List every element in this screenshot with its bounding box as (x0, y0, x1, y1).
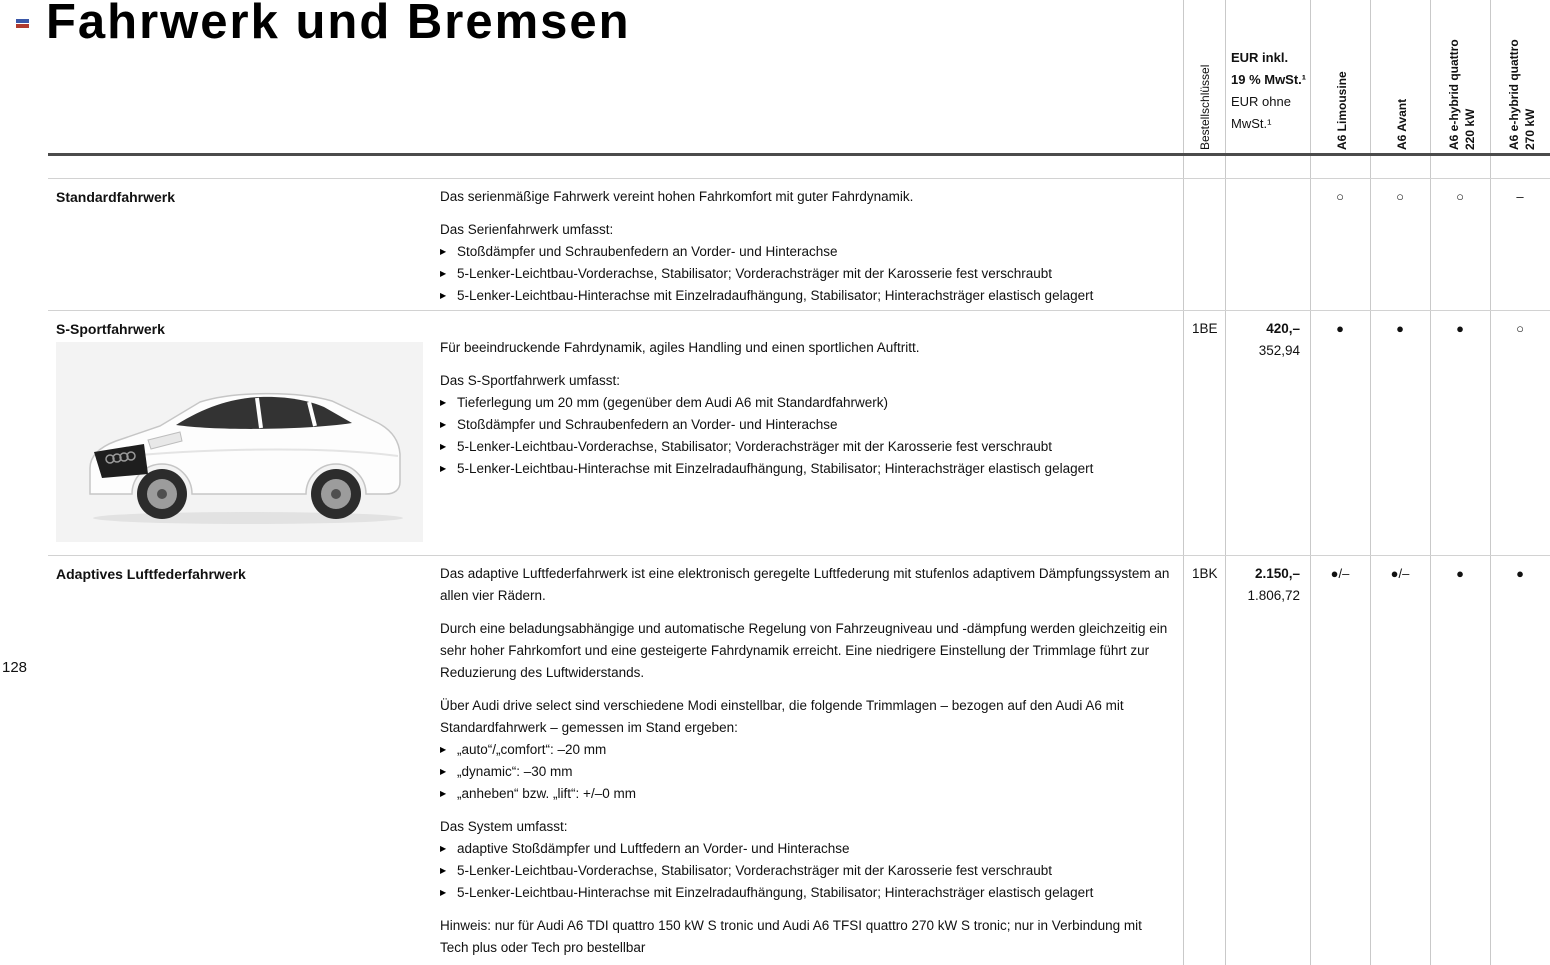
bullet-triangle-icon: ▶ (440, 464, 447, 473)
bullet-item (440, 838, 1173, 860)
bullet-item (440, 392, 1173, 414)
bullet-item (440, 436, 1173, 458)
price-header-line: 19 % MwSt.¹ (1231, 72, 1307, 87)
availability-a6-limousine: ○ (1336, 189, 1344, 204)
bullet-list (440, 392, 1173, 480)
table-row-s-sportfahrwerk (48, 311, 1550, 542)
bullet-text: Tieferlegung um 20 mm (gegenüber dem Audi A6 mit Standardfahrwerk) (457, 395, 888, 410)
availability-a6-limousine: ●/– (1330, 566, 1350, 581)
bullet-text: adaptive Stoßdämpfer und Luftfedern an Vorder- und Hinterachse (457, 841, 850, 856)
column-header-order-code: Bestellschlüssel (1198, 64, 1212, 150)
option-name: Standardfahrwerk (56, 189, 176, 205)
bullet-text: 5-Lenker-Leichtbau-Vorderachse, Stabilisator; Vorderachsträger mit der Karosserie fest verschraubt (457, 439, 1053, 454)
description-paragraph: Durch eine beladungsabhängige und automatische Regelung von Fahrzeugniveau und -dämpfung werden gleichzeitig ein sehr hoher Fahrkomfort und eine gesteigerte Fahrdynamik erreicht. Eine niedrigere Einstellung der Trimmlage führt zur Reduzierung des Luftwiderstands. (440, 621, 1168, 680)
bullet-triangle-icon: ▶ (440, 844, 447, 853)
list-intro: Das Serienfahrwerk umfasst: (440, 222, 614, 237)
bullet-triangle-icon: ▶ (440, 789, 447, 798)
order-code: 1BK (1192, 566, 1218, 581)
bullet-triangle-icon: ▶ (440, 398, 447, 407)
table-row-standardfahrwerk (48, 179, 1550, 318)
description-paragraph: Das serienmäßige Fahrwerk vereint hohen Fahrkomfort mit guter Fahrdynamik. (440, 189, 914, 204)
header-divider (48, 153, 1550, 156)
column-header-a6-ehybrid-270kw: A6 e-hybrid quattro 270 kW (1507, 39, 1537, 150)
price-gross: 420,– (1266, 321, 1300, 336)
price-cell (1225, 179, 1310, 186)
bullet-item (440, 882, 1173, 904)
bullet-triangle-icon: ▶ (440, 269, 447, 278)
car-image (56, 342, 423, 542)
availability-a6-avant: ○ (1396, 189, 1404, 204)
availability-a6-ehybrid-220kw: ○ (1456, 189, 1464, 204)
bullet-item (440, 458, 1173, 480)
option-name-and-image (48, 311, 440, 542)
list-intro: Über Audi drive select sind verschiedene Modi einstellbar, die folgende Trimmlagen – bezogen auf den Audi A6 mit Standardfahrwerk – gemessen im Stand ergeben: (440, 698, 1124, 735)
price-header-line: EUR ohne (1231, 94, 1291, 109)
bullet-item (440, 860, 1173, 882)
bullet-text: „auto“/„comfort“: –20 mm (457, 742, 607, 757)
bullet-text: 5-Lenker-Leichtbau-Hinterachse mit Einzelradaufhängung, Stabilisator; Hinterachsträger elastisch gelagert (457, 461, 1094, 476)
note-paragraph: Hinweis: nur für Audi A6 TDI quattro 150 kW S tronic und Audi A6 TFSI quattro 270 kW S tronic; nur in Verbindung mit Tech plus oder Tech pro bestellbar (440, 918, 1142, 955)
mini-flag-top-bar (16, 19, 29, 23)
bullet-triangle-icon: ▶ (440, 291, 447, 300)
availability-a6-avant: ● (1396, 321, 1404, 336)
bullet-triangle-icon: ▶ (440, 442, 447, 451)
bullet-text: 5-Lenker-Leichtbau-Hinterachse mit Einzelradaufhängung, Stabilisator; Hinterachsträger elastisch gelagert (457, 288, 1094, 303)
availability-a6-limousine: ● (1336, 321, 1344, 336)
bullet-triangle-icon: ▶ (440, 745, 447, 754)
bullet-item (440, 263, 1173, 285)
bullet-text: 5-Lenker-Leichtbau-Hinterachse mit Einzelradaufhängung, Stabilisator; Hinterachsträger elastisch gelagert (457, 885, 1094, 900)
price-header-line: MwSt.¹ (1231, 116, 1272, 131)
column-header-a6-ehybrid-220kw: A6 e-hybrid quattro 220 kW (1447, 39, 1477, 150)
availability-a6-ehybrid-220kw: ● (1456, 566, 1464, 581)
bullet-text: 5-Lenker-Leichtbau-Vorderachse, Stabilisator; Vorderachsträger mit der Karosserie fest verschraubt (457, 863, 1053, 878)
bullet-text: Stoßdämpfer und Schraubenfedern an Vorder- und Hinterachse (457, 244, 838, 259)
bullet-triangle-icon: ▶ (440, 420, 447, 429)
price-gross: 2.150,– (1254, 566, 1300, 581)
bullet-item (440, 761, 1173, 783)
bullet-item (440, 285, 1173, 307)
price-net: 352,94 (1258, 343, 1300, 358)
bullet-item (440, 241, 1173, 263)
availability-a6-ehybrid-270kw: – (1516, 189, 1524, 204)
bullet-list (440, 838, 1173, 904)
order-code (1183, 179, 1225, 186)
bullet-text: „dynamic“: –30 mm (457, 764, 573, 779)
description-paragraph: Für beeindruckende Fahrdynamik, agiles Handling und einen sportlichen Auftritt. (440, 340, 920, 355)
bullet-text: „anheben“ bzw. „lift“: +/–0 mm (457, 786, 636, 801)
price-header-line: EUR inkl. (1231, 50, 1289, 65)
column-header-price (1231, 47, 1306, 135)
availability-a6-ehybrid-270kw: ○ (1516, 321, 1524, 336)
option-description (440, 179, 1183, 318)
order-code: 1BE (1192, 321, 1218, 336)
mini-flag-bottom-bar (16, 24, 29, 28)
bullet-text: Stoßdämpfer und Schraubenfedern an Vorder- und Hinterachse (457, 417, 838, 432)
bullet-item (440, 414, 1173, 436)
availability-a6-ehybrid-220kw: ● (1456, 321, 1464, 336)
list-intro: Das System umfasst: (440, 819, 568, 834)
option-description (440, 556, 1183, 965)
table-row-adaptives-luftfederfahrwerk (48, 556, 1550, 965)
bullet-triangle-icon: ▶ (440, 247, 447, 256)
list-intro: Das S-Sportfahrwerk umfasst: (440, 373, 621, 388)
page-number: 128 (2, 659, 28, 676)
price-cell (1225, 311, 1310, 362)
bullet-triangle-icon: ▶ (440, 866, 447, 875)
price-cell (1225, 556, 1310, 607)
page-title: Fahrwerk und Bremsen (46, 0, 631, 49)
bullet-triangle-icon: ▶ (440, 767, 447, 776)
price-net: 1.806,72 (1247, 588, 1300, 603)
mini-flag-icon[interactable] (16, 19, 29, 28)
column-header-a6-avant: A6 Avant (1395, 98, 1409, 150)
availability-a6-ehybrid-270kw: ● (1516, 566, 1524, 581)
bullet-item (440, 739, 1173, 761)
column-header-a6-limousine: A6 Limousine (1335, 71, 1349, 150)
option-name: Adaptives Luftfederfahrwerk (56, 566, 246, 582)
option-name: S-Sportfahrwerk (56, 321, 165, 337)
bullet-list (440, 241, 1173, 307)
bullet-triangle-icon: ▶ (440, 888, 447, 897)
bullet-list (440, 739, 1173, 805)
option-description (440, 311, 1183, 491)
description-paragraph: Das adaptive Luftfederfahrwerk ist eine elektronisch geregelte Luftfederung mit stufenlos adaptivem Dämpfungssystem an allen vier Rädern. (440, 566, 1170, 603)
bullet-item (440, 783, 1173, 805)
bullet-text: 5-Lenker-Leichtbau-Vorderachse, Stabilisator; Vorderachsträger mit der Karosserie fest verschraubt (457, 266, 1053, 281)
availability-a6-avant: ●/– (1390, 566, 1410, 581)
